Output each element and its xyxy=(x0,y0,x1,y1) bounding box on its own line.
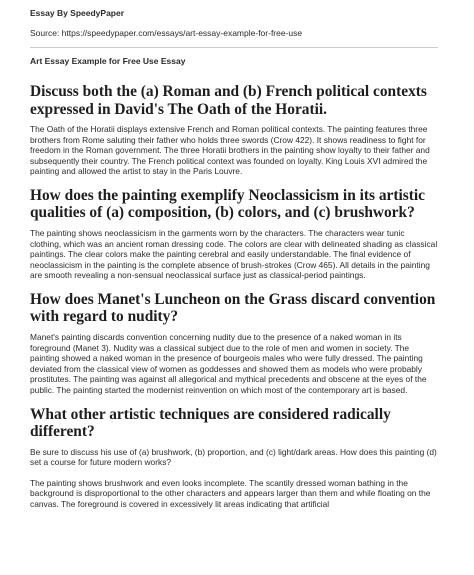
section-manet-nudity xyxy=(30,291,438,396)
section-artistic-techniques xyxy=(30,406,438,510)
section-paragraph: Be sure to discuss his use of (a) brushwork, (b) proportion, and (c) light/dark areas. How does this painting (d) set a course for future modern works? xyxy=(30,446,437,468)
bottom-fade xyxy=(0,535,474,575)
section-heading: How does Manet's Luncheon on the Grass discard convention with regard to nudity? xyxy=(30,290,436,326)
section-neoclassicism xyxy=(30,187,438,281)
section-paragraph: The painting shows neoclassicism in the garments worn by the characters. The characters wear tunic clothing, which was an ancient roman dressing code. The colors are clear with delineated shading as classical paintings. The clear colors make the painting cerebral and easily understandable. The final evidence of neoclassicism in the painting is the complete absence of brush-strokes (Crow 465). All details in the painting are smooth revealing a non-sensual neoclassical surface just as classical-period paintings. xyxy=(30,227,438,281)
source-line: Source: https://speedypaper.com/essays/art-essay-example-for-free-use xyxy=(30,28,303,38)
section-paragraph: The painting shows brushwork and even looks incomplete. The scantily dressed woman bathing in the background is disproportional to the other characters and appears larger than them and while floating on the canvas. The foreground is covered in excessively lit areas indicating that artificial xyxy=(30,477,431,509)
section-heading: Discuss both the (a) Roman and (b) French political contexts expressed in David's The Oath of the Horatii. xyxy=(30,83,427,118)
essay-title: Art Essay Example for Free Use Essay xyxy=(30,56,186,66)
section-paragraph: The Oath of the Horatii displays extensive French and Roman political contexts. The painting features three brothers from Rome saluting their father who holds three swords (Crow 422). It shows readiness to fight for freedom in the Roman government. The three Horatii brothers in the painting show loyalty to their father and subsequently their country. The French political context was founded on loyalty. King Louis XVI admired the painting and allowed the artist to stay in the Paris Louvre. xyxy=(30,124,430,177)
header-divider xyxy=(30,47,438,48)
section-paragraph: Manet's painting discards convention concerning nudity due to the presence of a naked woman in its foreground (Manet 3). Nudity was a classical subject due to the role of men and women in society. The painting showed a naked woman in the presence of bourgeois males who were fully dressed. The painting deviated from the classical view of women as goddesses and showed them as models who were probably prostitutes. The painting was against all allegorical and mythical precedents and obscene at the eyes of the public. The painting started the modernist reinvention on which most of the contemporary art is based. xyxy=(30,331,427,395)
section-heading: What other artistic techniques are considered radically different? xyxy=(30,405,391,440)
section-political-context xyxy=(30,83,438,177)
section-heading: How does the painting exemplify Neoclassicism in its artistic qualities of (a) composition, (b) colors, and (c) brushwork? xyxy=(30,186,426,222)
site-name: Essay By SpeedyPaper xyxy=(30,8,125,18)
